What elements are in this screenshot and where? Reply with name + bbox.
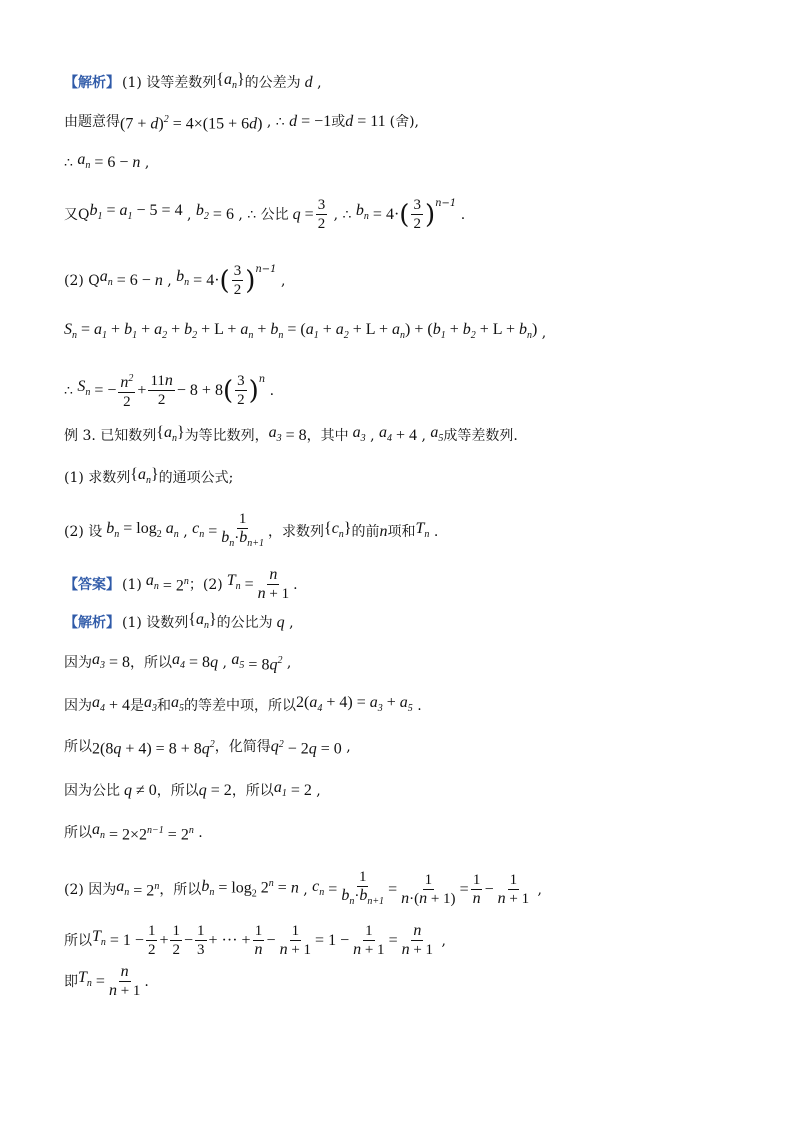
text: (舍),: [389, 114, 419, 131]
analysis-2-line-9: 即 $T_n$ = $\frac{n}{n + 1}$ .: [64, 963, 149, 999]
text: (2) 设: [64, 523, 103, 540]
text: 成等差数列.: [443, 428, 518, 445]
text: 所以: [64, 739, 92, 756]
text: (1) 设等差数列: [122, 75, 217, 92]
text: 项和: [387, 523, 416, 540]
text: (1): [122, 576, 142, 593]
analysis-line-4: 又Q $b_1$ = $a_1 - 5 = 4$ , $b_2$ = 6 , ∴ 公比 q = $\frac{3}{2}$ , ∴ $b_n$ = 4· ( $\frac{3}{2}$ ) $^{n-1}$ .: [64, 197, 466, 232]
text: 或: [331, 114, 346, 131]
text: ，所以: [156, 783, 199, 800]
text: ；(2): [188, 576, 223, 593]
analysis-line-3: ∴ $a_n$ = 6 − n ,: [64, 151, 150, 172]
analysis-tag: 【解析】: [64, 75, 120, 92]
text: ，化简得: [214, 739, 271, 756]
text: 所以: [64, 825, 92, 842]
text: 是: [130, 698, 145, 715]
text: ，所以: [159, 881, 202, 898]
text: ，其中: [306, 428, 349, 445]
analysis-2-line-8: 所以 $T_n$ = 1 − $\frac{1}{2}$ + $\frac{1}{2}$ − $\frac{1}{3}$ + ··· + $\frac{1}{n}$ − $\frac{1}{n + 1}$ = 1 − $\frac{1}{n + 1}$ = $\frac{n}{n + 1}$ ,: [64, 922, 446, 958]
analysis-2-line-6: 所以 $a_n$ = $2\times 2^{n-1} = 2^n$ .: [64, 821, 203, 844]
analysis-2-line-4: 所以 $2(8q + 4) = 8 + 8q^2$ ，化简得 q $^2$ − 2q = 0 ,: [64, 738, 351, 758]
analysis-line-6: $S_n = a_1 + b_1 + a_2 + b_2 + L + a_n + b_n = (a_1 + a_2 + L + a_n) + (b_1 + b_2 + L + b_n)$ ,: [64, 321, 547, 342]
text: 即: [64, 973, 78, 990]
analysis-2-line-1: 【解析】 (1) 设数列 $\{a_n\}$ 的公比为 q ,: [64, 611, 294, 632]
text: (2) Q: [64, 272, 100, 289]
text: ，求数列: [268, 523, 324, 540]
text: 因为: [64, 655, 92, 672]
question-2: (2) 设 $b_n$ = $\log_2 a_n$ , $c_n$ = $\frac{1}{b_n\cdot b_{n+1}}$ ，求数列 $\{c_n\}$ 的前 n 项和 $T_n$ .: [64, 511, 439, 550]
analysis-2-line-7: (2) 因为 $a_n$ = $2^n$ ，所以 $b_n$ = $\log_2 2^n = n$ , $c_n$ = $\frac{1}{b_n\cdot b_{n+1}}$ = $\frac{1}{n\cdot(n + 1)}$ = $\frac{1}{n}$ − $\frac{1}{n + 1}$ ,: [64, 869, 542, 908]
math: $\{a_n\}$: [216, 71, 245, 92]
analysis-line-2: 由题意得 $(7 + d)^2 = 4\times(15 + 6d)$ , ∴ d = −1 或 d = 11 (舍),: [64, 113, 419, 133]
text: 的公差为: [244, 75, 301, 92]
example-3-title: 例 3. 已知数列 $\{a_n\}$ 为等比数列， $a_3$ = 8 ，其中 $a_3$ , $a_4$ + 4 , $a_5$ 成等差数列.: [64, 424, 518, 445]
text: ，所以: [130, 655, 173, 672]
text: 公比: [260, 206, 289, 223]
text: (1) 求数列: [64, 470, 131, 487]
text: 所以: [64, 932, 92, 949]
text: 因为公比: [64, 783, 120, 800]
text: 的等差中项，所以: [184, 698, 297, 715]
text: 的前: [351, 523, 380, 540]
text: 的通项公式;: [158, 470, 234, 487]
analysis-line-5: (2) Q $a_n$ = 6 − n , $b_n$ = 4· ( $\frac{3}{2}$ ) $^{n-1}$ ,: [64, 263, 286, 298]
text: (2) 因为: [64, 881, 117, 898]
analysis-2-line-2: 因为 $a_3$ = 8 ，所以 $a_4$ = 8q , $a_5$ = $8q^2$ ,: [64, 651, 292, 674]
answer-tag: 【答案】: [64, 576, 120, 593]
text: 又Q: [64, 206, 90, 223]
text: 由题意得: [64, 114, 120, 131]
analysis-line-7: ∴ $S_n$ = − $\frac{n^2}{2}$ + $\frac{11n}{2}$ − 8 + 8 ( $\frac{3}{2}$ ) $^n$ .: [64, 372, 275, 410]
analysis-2-line-5: 因为公比 q ≠ 0 ，所以 q = 2 ，所以 $a_1$ = 2 ,: [64, 779, 321, 800]
text: 例 3. 已知数列: [64, 428, 157, 445]
answer-line: 【答案】 (1) $a_n$ = $2^n$ ；(2) $T_n$ = $\frac{n}{n + 1}$ .: [64, 566, 298, 602]
text: 为等比数列，: [184, 428, 269, 445]
analysis-line-1: 【解析】 (1) 设等差数列 $\{a_n\}$ 的公差为 d ,: [64, 70, 322, 96]
text: ，所以: [231, 783, 274, 800]
analysis-tag: 【解析】: [64, 615, 120, 632]
text: 的公比为: [216, 615, 273, 632]
text: 和: [157, 698, 172, 715]
analysis-2-line-3: 因为 $a_4$ + 4 是 $a_3$ 和 $a_5$ 的等差中项，所以 $2(a_4 + 4) = a_3 + a_5$ .: [64, 694, 422, 715]
question-1: (1) 求数列 $\{a_n\}$ 的通项公式;: [64, 466, 234, 487]
text: (1) 设数列: [122, 615, 189, 632]
text: 因为: [64, 698, 92, 715]
